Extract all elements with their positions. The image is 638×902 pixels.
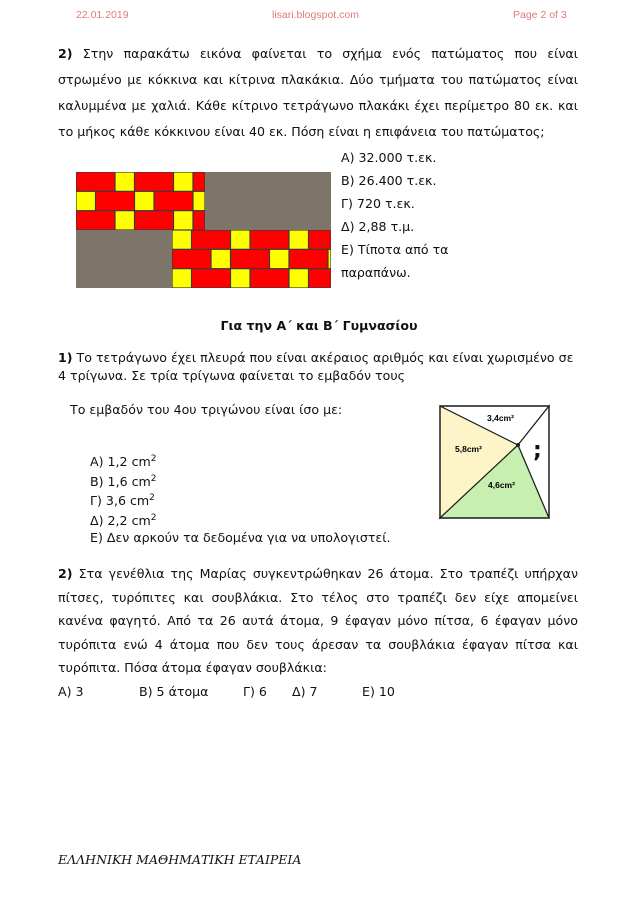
problem-2-question: Το εμβαδόν του 4ου τριγώνου είναι ίσο με:	[70, 402, 343, 417]
p3-answer-b: Β) 5 άτομα	[139, 684, 209, 699]
problem-2-text	[58, 349, 578, 385]
header-site[interactable]: lisari.blogspot.com	[272, 9, 359, 21]
yellow-tile	[174, 173, 192, 191]
yellow-tile	[173, 269, 191, 287]
red-tile	[251, 231, 289, 249]
yellow-tile	[194, 192, 205, 210]
yellow-tile	[116, 173, 134, 191]
problem-3-number: 2)	[58, 566, 73, 581]
yellow-tile	[270, 250, 288, 268]
problem-1-body: Στην παρακάτω εικόνα φαίνεται το σχήμα ενός πατώματος που είναι στρωμένο με κόκκινα και κίτρινα πλακάκια. Δύο τμήματα του πατώματος είναι καλυμμένα με χαλιά. Κάθε κίτρινο τετράγωνο πλακάκι έχει περίμετρο 80 εκ. και το μήκος κάθε κόκκινου είναι 40 εκ. Πόση είναι η επιφάνεια του πατώματος;	[58, 46, 578, 139]
p3-answer-e: Ε) 10	[362, 684, 395, 699]
option-c: Γ) 3,6 $cm^2$	[90, 493, 155, 509]
yellow-tile	[231, 231, 249, 249]
floor-tiles-svg	[76, 172, 331, 288]
problem-1-answers	[341, 146, 448, 284]
yellow-tile	[174, 211, 192, 229]
p3-answer-d: Δ) 7	[292, 684, 318, 699]
red-tile	[173, 250, 211, 268]
answer-e: Ε) Τίποτα από τα	[341, 242, 449, 257]
red-tile	[251, 269, 289, 287]
yellow-tile	[77, 192, 95, 210]
option-b: Β) 1,6 $cm^2$	[90, 473, 157, 489]
p3-answer-c: Γ) 6	[243, 684, 267, 699]
header-page: Page 2 of 3	[513, 9, 567, 21]
carpet-top-right	[205, 172, 331, 230]
red-tile	[231, 250, 269, 268]
yellow-tile	[329, 250, 331, 268]
red-tile	[309, 231, 330, 249]
red-tile	[96, 192, 134, 210]
red-tile	[77, 173, 115, 191]
problem-3-text	[58, 562, 578, 680]
label-bottom-area: 4,6cm²	[488, 480, 515, 490]
option-d: Δ) 2,2 $cm^2$	[90, 513, 157, 529]
label-left-area: 5,8cm²	[455, 444, 482, 454]
red-tile	[192, 269, 230, 287]
red-tile	[192, 231, 230, 249]
yellow-tile	[135, 192, 153, 210]
red-tile	[135, 173, 173, 191]
carpet-bottom-left	[76, 230, 172, 288]
problem-1-number: 2)	[58, 46, 73, 61]
problem-2-number: 1)	[58, 350, 73, 365]
header-date: 22.01.2019	[76, 9, 129, 21]
problem-2-options	[90, 451, 391, 546]
answer-c: Γ) 720 τ.εκ.	[341, 196, 415, 211]
problem-1-text	[58, 41, 578, 145]
yellow-tile	[290, 269, 308, 287]
square-figure	[436, 404, 562, 524]
answer-a: Α) 32.000 τ.εκ.	[341, 150, 437, 165]
section-title: Για την Α΄ και Β΄ Γυμνασίου	[220, 318, 418, 333]
option-e: Ε) Δεν αρκούν τα δεδομένα για να υπολογιστεί.	[90, 529, 391, 545]
answer-d: Δ) 2,88 τ.μ.	[341, 219, 415, 234]
unknown-mark: ;	[533, 438, 542, 463]
yellow-tile	[212, 250, 230, 268]
red-tile	[194, 173, 205, 191]
floor-figure	[76, 172, 331, 292]
label-top-area: 3,4cm²	[487, 413, 514, 423]
red-tile	[194, 211, 205, 229]
red-tile	[155, 192, 193, 210]
problem-2-body: Το τετράγωνο έχει πλευρά που είναι ακέραιος αριθμός και είναι χωρισμένο σε 4 τρίγωνα. Σε τρία τρίγωνα φαίνεται το εμβαδόν τους	[58, 350, 574, 383]
red-tile	[290, 250, 328, 268]
red-tile	[135, 211, 173, 229]
footer-society: ΕΛΛΗΝΙΚΗ ΜΑΘΗΜΑΤΙΚΗ ΕΤΑΙΡΕΙΑ	[58, 852, 302, 867]
answer-e-cont: παραπάνω.	[341, 265, 411, 280]
answer-b: Β) 26.400 τ.εκ.	[341, 173, 437, 188]
square-triangles-svg	[436, 404, 562, 520]
yellow-tile	[231, 269, 249, 287]
red-tile	[309, 269, 330, 287]
red-tile	[77, 211, 115, 229]
option-a: Α) 1,2 $cm^2$	[90, 454, 157, 470]
problem-3-body: Στα γενέθλια της Μαρίας συγκεντρώθηκαν 26 άτομα. Στο τραπέζι υπήρχαν πίτσες, τυρόπιτες και σουβλάκια. Στο τέλος στο τραπέζι δεν είχε απομείνει κανένα φαγητό. Από τα 26 αυτά άτομα, 9 έφαγαν μόνο πίτσα, 6 έφαγαν μόνο τυρόπιτα ενώ 4 άτομα που δεν τους άρεσαν τα σουβλάκια έφαγαν πίτσα και τυρόπιτα. Πόσα άτομα έφαγαν σουβλάκια:	[58, 566, 578, 675]
yellow-tile	[173, 231, 191, 249]
yellow-tile	[290, 231, 308, 249]
yellow-tile	[116, 211, 134, 229]
p3-answer-a: Α) 3	[58, 684, 84, 699]
